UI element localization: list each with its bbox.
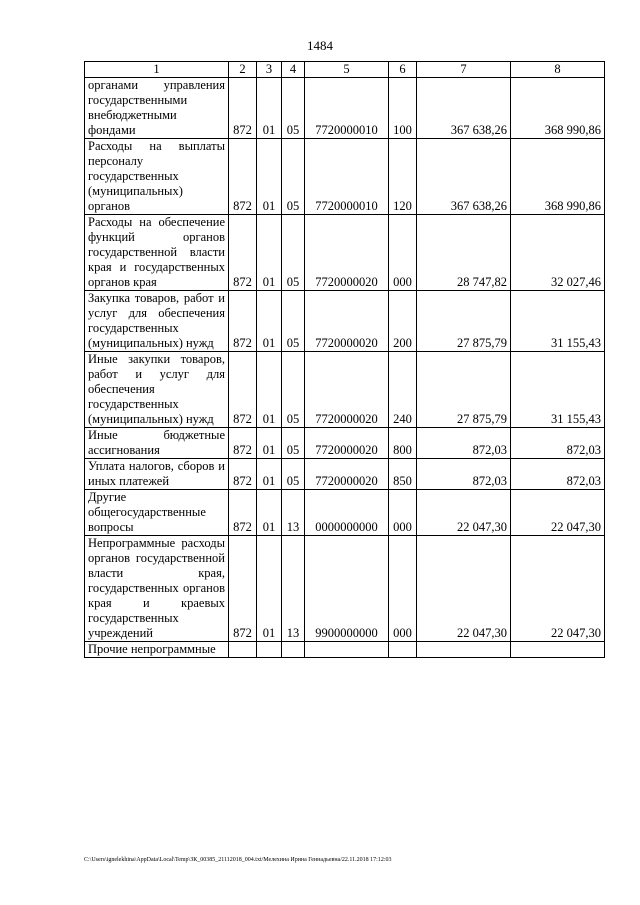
subsection-code: 05 xyxy=(282,291,305,352)
expense-type: 000 xyxy=(389,536,417,642)
amount-col-7: 872,03 xyxy=(417,428,511,459)
amount-col-7: 28 747,82 xyxy=(417,215,511,291)
amount-col-8: 32 027,46 xyxy=(511,215,605,291)
section-code: 01 xyxy=(257,78,282,139)
expense-type: 000 xyxy=(389,490,417,536)
subsection-code: 05 xyxy=(282,428,305,459)
row-name: Расходы на обеспечение функций органов государственной власти края и государственных органов края xyxy=(85,215,229,291)
row-name: Непрограммные расходы органов государственной власти края, государственных органов края и краевых государственных учреждений xyxy=(85,536,229,642)
section-code: 01 xyxy=(257,536,282,642)
target-code: 7720000010 xyxy=(305,139,389,215)
amount-col-8: 31 155,43 xyxy=(511,291,605,352)
amount-col-8: 872,03 xyxy=(511,428,605,459)
subsection-code: 05 xyxy=(282,215,305,291)
table-row xyxy=(85,428,605,459)
expense-type: 200 xyxy=(389,291,417,352)
section-code: 01 xyxy=(257,490,282,536)
subsection-code: 13 xyxy=(282,490,305,536)
table-row xyxy=(85,536,605,642)
expense-type: 800 xyxy=(389,428,417,459)
target-code: 7720000020 xyxy=(305,291,389,352)
amount-col-7: 22 047,30 xyxy=(417,490,511,536)
row-name: Иные закупки товаров, работ и услуг для обеспечения государственных (муниципальных) нужд xyxy=(85,352,229,428)
admin-code xyxy=(229,642,257,658)
header-row xyxy=(85,62,605,78)
table-row xyxy=(85,291,605,352)
expense-type: 120 xyxy=(389,139,417,215)
amount-col-7: 367 638,26 xyxy=(417,139,511,215)
subsection-code: 05 xyxy=(282,352,305,428)
col-header-3: 3 xyxy=(257,62,282,78)
table-row xyxy=(85,642,605,658)
expense-type: 850 xyxy=(389,459,417,490)
subsection-code: 05 xyxy=(282,139,305,215)
row-name: Иные бюджетные ассигнования xyxy=(85,428,229,459)
target-code: 7720000020 xyxy=(305,352,389,428)
amount-col-8: 22 047,30 xyxy=(511,536,605,642)
section-code: 01 xyxy=(257,215,282,291)
file-path-footer: C:\Users\ignelekhina\AppData\Local\Temp\ЗК_00385_21112018_004.txt/Мелехина Ирина Геннадьевна/22.11.2018 17:12:03 xyxy=(84,857,392,863)
subsection-code xyxy=(282,642,305,658)
amount-col-8: 31 155,43 xyxy=(511,352,605,428)
col-header-7: 7 xyxy=(417,62,511,78)
amount-col-8: 872,03 xyxy=(511,459,605,490)
amount-col-7: 22 047,30 xyxy=(417,536,511,642)
target-code: 7720000020 xyxy=(305,428,389,459)
subsection-code: 05 xyxy=(282,459,305,490)
amount-col-7: 872,03 xyxy=(417,459,511,490)
admin-code: 872 xyxy=(229,490,257,536)
row-name: Прочие непрограммные xyxy=(85,642,229,658)
table-row xyxy=(85,78,605,139)
row-name: Другие общегосударственные вопросы xyxy=(85,490,229,536)
budget-table xyxy=(84,61,605,658)
row-name: органами управления государственными внебюджетными фондами xyxy=(85,78,229,139)
amount-col-8 xyxy=(511,642,605,658)
col-header-5: 5 xyxy=(305,62,389,78)
table-row xyxy=(85,352,605,428)
amount-col-7: 367 638,26 xyxy=(417,78,511,139)
table-row xyxy=(85,215,605,291)
table-row xyxy=(85,139,605,215)
admin-code: 872 xyxy=(229,291,257,352)
table-row xyxy=(85,459,605,490)
target-code: 0000000000 xyxy=(305,490,389,536)
admin-code: 872 xyxy=(229,536,257,642)
target-code: 7720000020 xyxy=(305,459,389,490)
table-row xyxy=(85,490,605,536)
section-code: 01 xyxy=(257,352,282,428)
amount-col-7 xyxy=(417,642,511,658)
amount-col-8: 368 990,86 xyxy=(511,139,605,215)
expense-type: 000 xyxy=(389,215,417,291)
target-code xyxy=(305,642,389,658)
section-code: 01 xyxy=(257,459,282,490)
expense-type xyxy=(389,642,417,658)
target-code: 7720000010 xyxy=(305,78,389,139)
section-code: 01 xyxy=(257,291,282,352)
page-number: 1484 xyxy=(307,38,333,53)
amount-col-7: 27 875,79 xyxy=(417,352,511,428)
col-header-8: 8 xyxy=(511,62,605,78)
admin-code: 872 xyxy=(229,352,257,428)
amount-col-8: 368 990,86 xyxy=(511,78,605,139)
target-code: 7720000020 xyxy=(305,215,389,291)
admin-code: 872 xyxy=(229,215,257,291)
col-header-6: 6 xyxy=(389,62,417,78)
target-code: 9900000000 xyxy=(305,536,389,642)
admin-code: 872 xyxy=(229,459,257,490)
section-code: 01 xyxy=(257,428,282,459)
col-header-1: 1 xyxy=(85,62,229,78)
section-code xyxy=(257,642,282,658)
admin-code: 872 xyxy=(229,139,257,215)
amount-col-7: 27 875,79 xyxy=(417,291,511,352)
admin-code: 872 xyxy=(229,428,257,459)
expense-type: 100 xyxy=(389,78,417,139)
row-name: Уплата налогов, сборов и иных платежей xyxy=(85,459,229,490)
subsection-code: 13 xyxy=(282,536,305,642)
row-name: Расходы на выплаты персоналу государственных (муниципальных) органов xyxy=(85,139,229,215)
col-header-4: 4 xyxy=(282,62,305,78)
amount-col-8: 22 047,30 xyxy=(511,490,605,536)
admin-code: 872 xyxy=(229,78,257,139)
row-name: Закупка товаров, работ и услуг для обеспечения государственных (муниципальных) нужд xyxy=(85,291,229,352)
section-code: 01 xyxy=(257,139,282,215)
expense-type: 240 xyxy=(389,352,417,428)
subsection-code: 05 xyxy=(282,78,305,139)
col-header-2: 2 xyxy=(229,62,257,78)
